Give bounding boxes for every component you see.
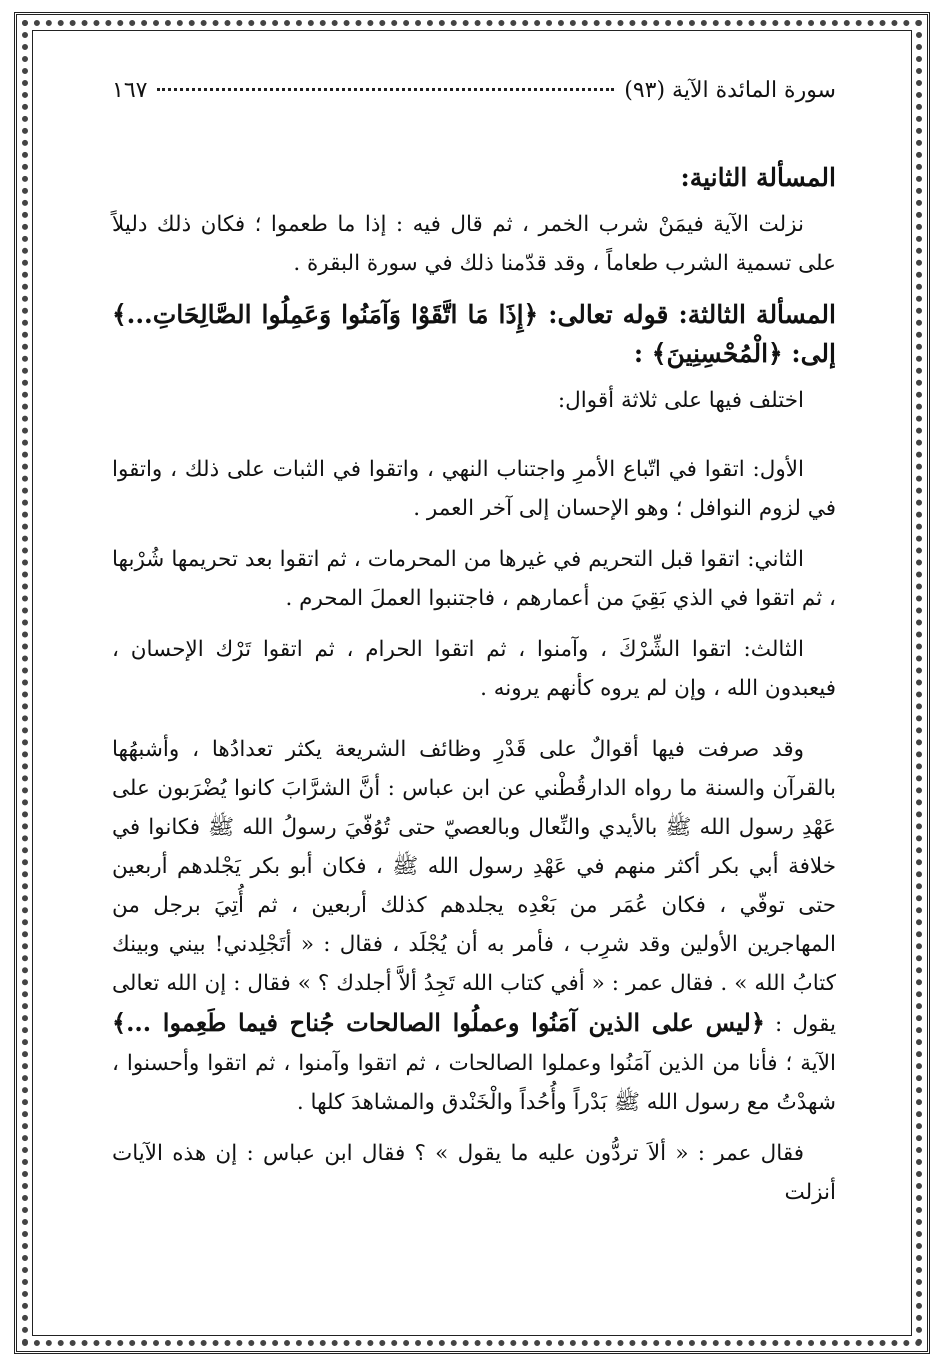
page-header xyxy=(112,78,836,114)
opinion-first: الأول: اتقوا في اتّباع الأمرِ واجتناب النهي ، واتقوا في الثبات على ذلك ، واتقوا في لزوم النوافل ؛ وهو الإحسان إلى آخر العمر . xyxy=(112,457,836,521)
book-page xyxy=(112,78,836,1308)
page-number: ١٦٧ xyxy=(112,78,148,103)
section-two-heading: المسألة الثانية: xyxy=(680,163,836,192)
section-three-intro: اختلف فيها على ثلاثة أقوال: xyxy=(557,388,804,413)
discussion-paragraph xyxy=(112,730,836,1122)
running-title: سورة المائدة الآية (٩٣) xyxy=(624,78,836,103)
section-three-heading: المسألة الثالثة: قوله تعالى: ﴿إِذَا مَا اتَّقَوْا وَآمَنُوا وَعَمِلُوا الصَّالِحَاتِ...﴾ إلى: ﴿الْمُحْسِنِينَ﴾ : xyxy=(112,300,836,368)
closing-paragraph: فقال عمر : « ألاَ تردُّون عليه ما يقول » ؟ فقال ابن عباس : إن هذه الآيات أنزلت xyxy=(112,1141,836,1205)
discussion-text: وقد صرفت فيها أقوالٌ على قَدْرِ وظائف الشريعة يكثر تعدادُها ، وأشبهُها بالقرآن والسنة ما رواه الدارقُطْني عن ابن عباس : أنَّ الشرَّابَ كانوا يُضْرَبون على عَهْدِ رسول الله ﷺ بالأيدي والنِّعال وبالعصيّ حتى تُوُفّيَ رسولُ الله ﷺ فكانوا في خلافة أبي بكر أكثر منهم في عَهْدِ رسول الله ﷺ ، فكان أبو بكر يَجْلدهم أربعين حتى توفّي ، فكان عُمَر من بَعْدِه يجلدهم كذلك أربعين ، ثم أُتِيَ برجل من المهاجرين الأولين وقد شرِب ، فأمر به أن يُجْلَد ، فقال : « أتَجْلِدني! بيني وبينك كتابُ الله » . فقال عمر : « أفي كتاب الله تَجِدُ ألاَّ أجلدك ؟ » فقال : إن الله تعالى يقول : xyxy=(112,737,836,1037)
quranic-verse: ﴿ليس على الذين آمَنُوا وعملُوا الصالحات جُناح فيما طَعِموا ...﴾ xyxy=(112,1008,765,1037)
discussion-continuation: الآية ؛ فأنا من الذين آمَنُوا وعملوا الصالحات ، ثم اتقوا وآمنوا ، ثم اتقوا وأحسنوا ، شهدْتُ مع رسول الله ﷺ بَدْراً وأُحُداً والْخَنْدق والمشاهدَ كلها . xyxy=(112,1051,836,1115)
section-two-body: نزلت الآية فيمَنْ شرب الخمر ، ثم قال فيه : إذا ما طعموا ؛ فكان ذلك دليلاً على تسمية الشرب طعاماً ، وقد قدّمنا ذلك في سورة البقرة . xyxy=(112,212,836,276)
opinion-third: الثالث: اتقوا الشِّرْكَ ، وآمنوا ، ثم اتقوا الحرام ، ثم اتقوا تَرْك الإحسان ، فيعبدون الله ، وإن لم يروه كأنهم يرونه . xyxy=(112,637,836,701)
opinion-second: الثاني: اتقوا قبل التحريم في غيرها من المحرمات ، ثم اتقوا بعد تحريمها شُرْبها ، ثم اتقوا في الذي بَقِيَ من أعمارهم ، فاجتنبوا العملَ المحرم . xyxy=(112,547,836,611)
dotted-leader xyxy=(157,88,614,91)
